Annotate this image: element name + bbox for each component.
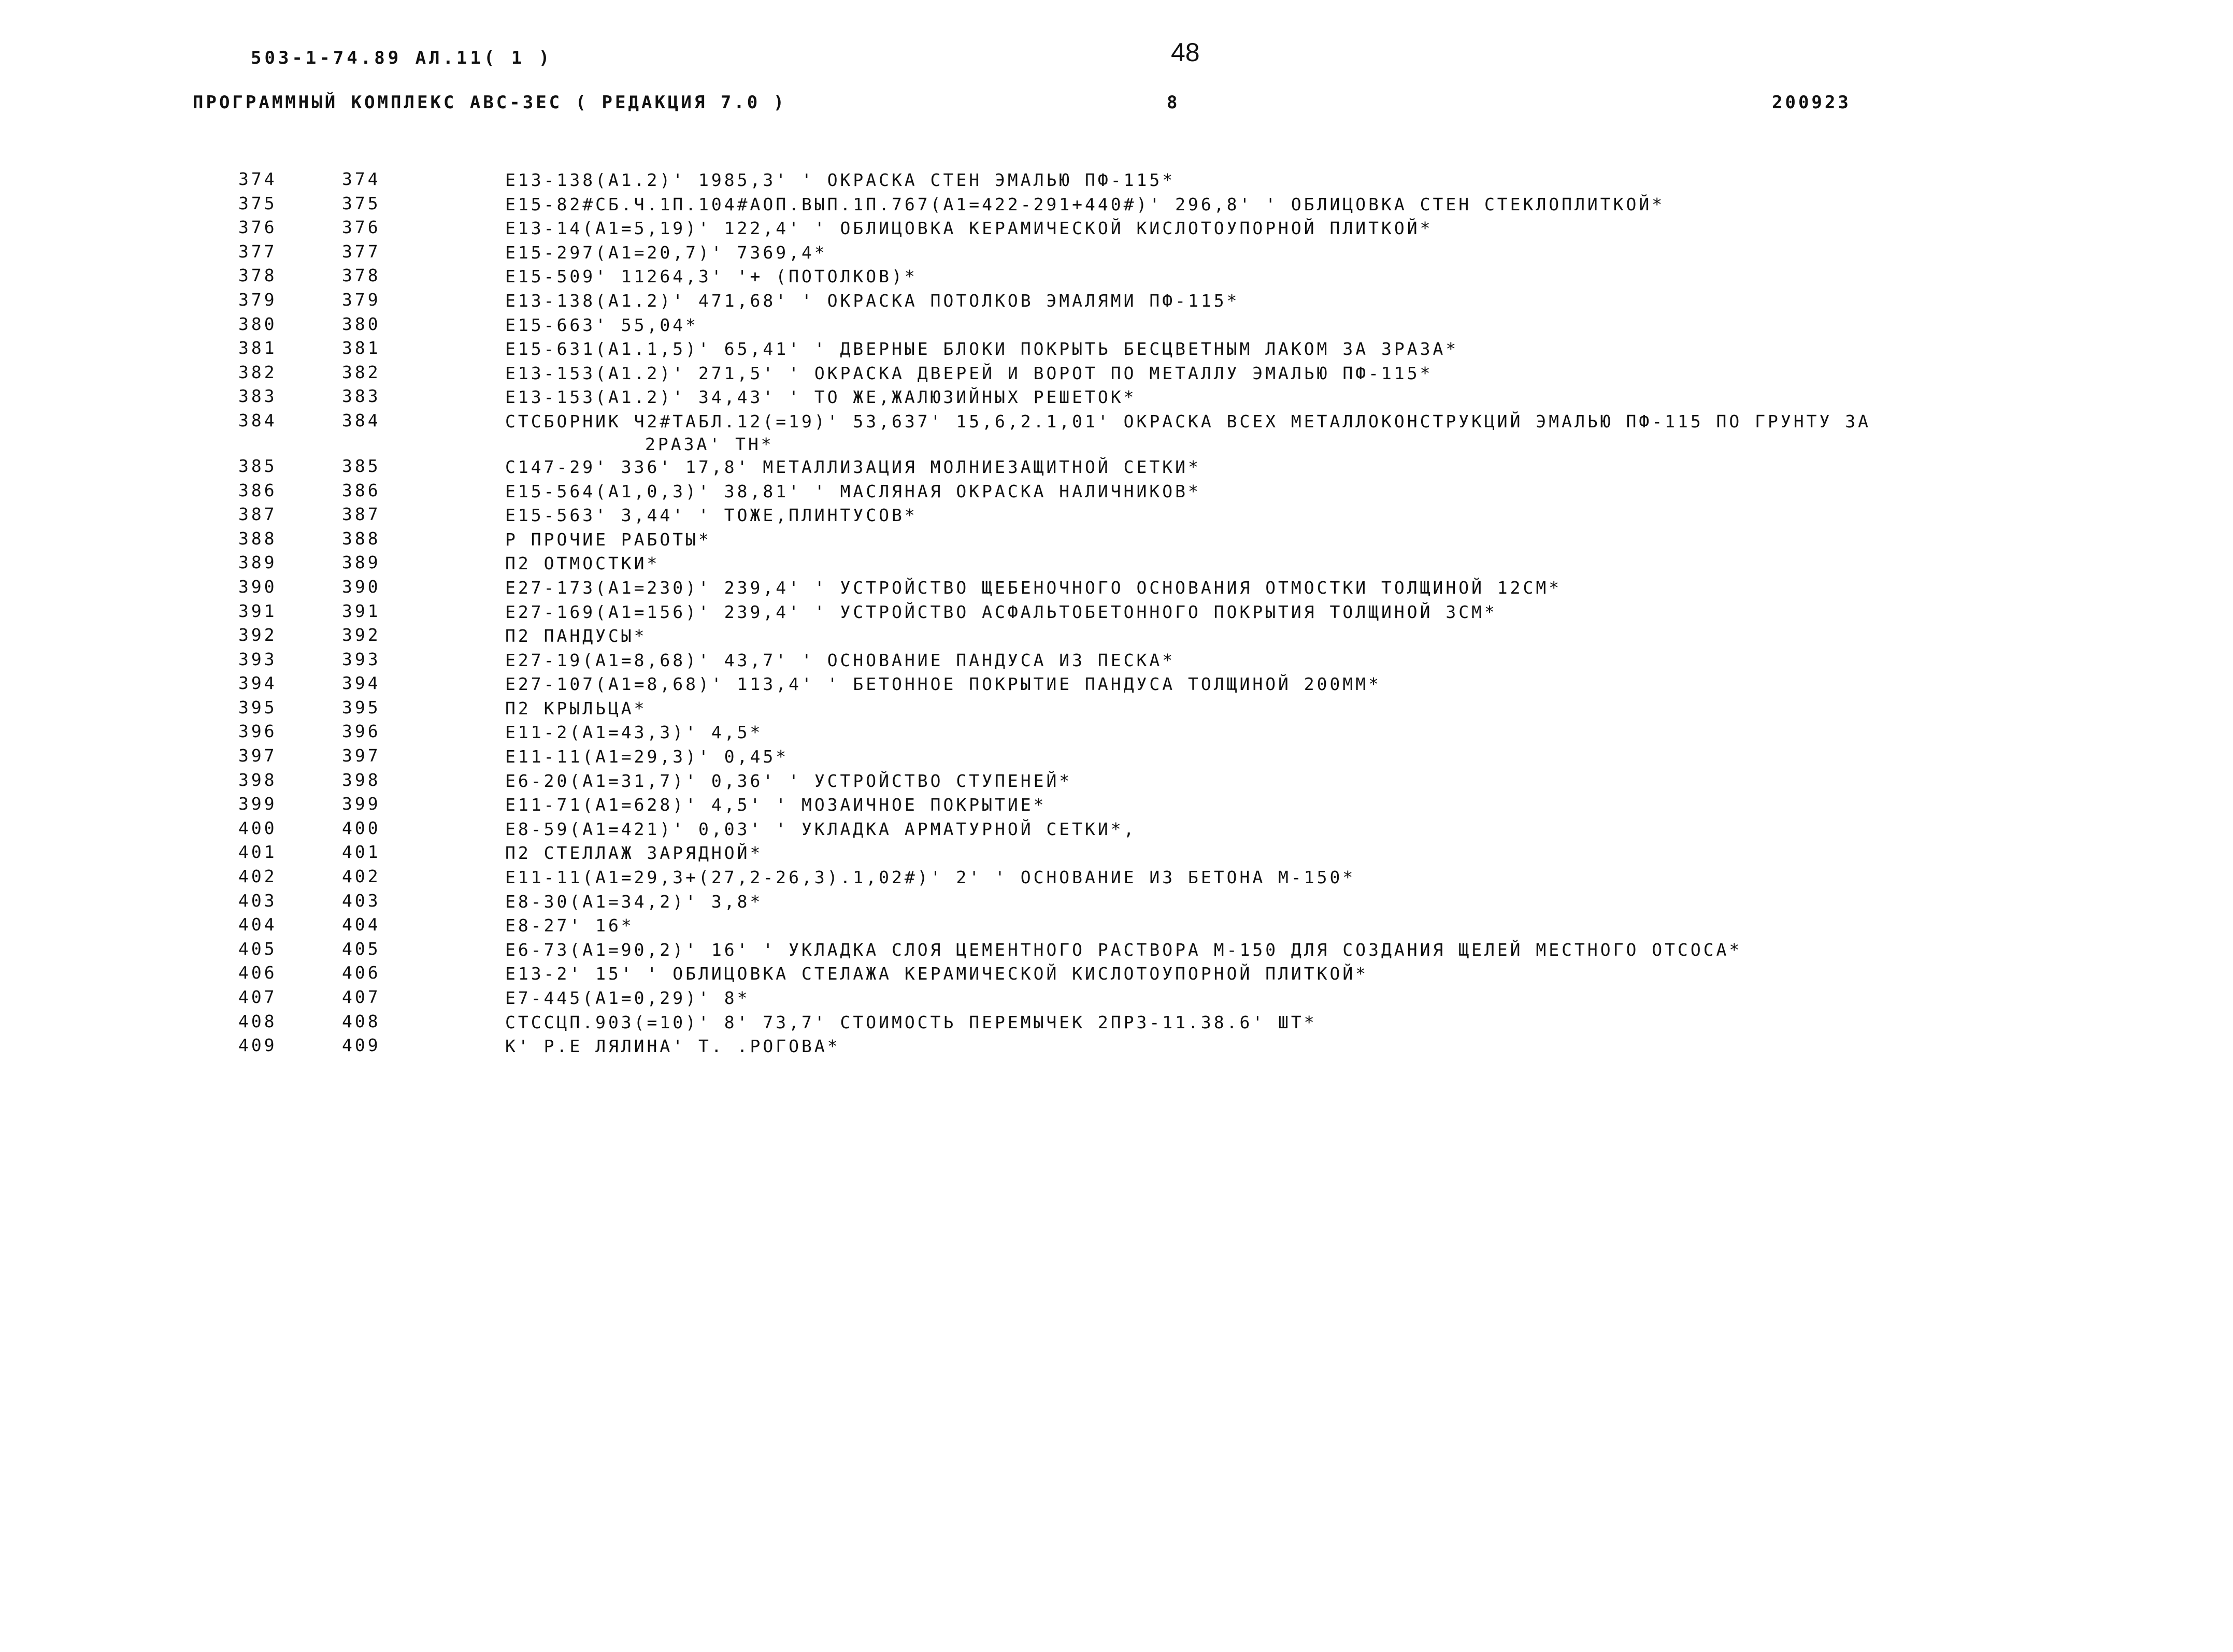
row-text	[505, 552, 2153, 575]
row-text	[505, 697, 2153, 720]
row-text	[505, 818, 2153, 841]
header-date: 200923	[1772, 92, 1851, 113]
row-text-line: Е15-297(А1=20,7)' 7369,4*	[505, 242, 827, 263]
program-header	[193, 92, 1861, 117]
listing-row	[238, 890, 2155, 915]
listing-row	[238, 290, 2155, 314]
listing-row	[238, 770, 2155, 794]
listing-row	[238, 721, 2155, 745]
row-text-line: Е13-153(А1.2)' 271,5' ' ОКРАСКА ДВЕРЕЙ И ВОРОТ ПО МЕТАЛЛУ ЭМАЛЬЮ ПФ-115*	[505, 363, 1433, 383]
row-number-duplicate: 403	[342, 890, 381, 911]
listing-row	[238, 625, 2155, 649]
row-number-duplicate: 386	[342, 480, 381, 500]
row-text-line: Е8-30(А1=34,2)' 3,8*	[505, 891, 763, 912]
row-text	[505, 866, 2153, 889]
row-number: 379	[238, 289, 277, 310]
row-text-line: П2 СТЕЛЛАЖ ЗАРЯДНОЙ*	[505, 843, 763, 864]
row-text-line: Е11-71(А1=628)' 4,5' ' МОЗАИЧНОЕ ПОКРЫТИЕ*	[505, 795, 1047, 815]
row-text-line: П2 КРЫЛЬЦА*	[505, 698, 647, 719]
listing-row	[238, 914, 2155, 939]
row-number: 406	[238, 963, 277, 983]
row-text-line: Е7-445(А1=0,29)' 8*	[505, 988, 750, 1008]
row-number-duplicate: 375	[342, 193, 381, 213]
row-text-line: Е27-107(А1=8,68)' 113,4' ' БЕТОННОЕ ПОКРЫТИЕ ПАНДУСА ТОЛЩИНОЙ 200ММ*	[505, 674, 1382, 695]
row-number-duplicate: 376	[342, 217, 381, 238]
sheet-number: 8	[1167, 92, 1180, 113]
row-text-line: Е11-11(А1=29,3+(27,2-26,3).1,02#)' 2' ' ОСНОВАНИЕ ИЗ БЕТОНА М-150*	[505, 867, 1356, 888]
listing-row	[238, 866, 2155, 890]
row-text	[505, 601, 2153, 624]
row-number: 386	[238, 480, 277, 500]
row-number-duplicate: 400	[342, 817, 381, 838]
row-number-duplicate: 409	[342, 1035, 381, 1056]
row-number: 396	[238, 721, 277, 742]
listing-row	[238, 818, 2155, 842]
row-text	[505, 625, 2153, 648]
row-text-line: Е15-563' 3,44' ' ТОЖЕ,ПЛИНТУСОВ*	[505, 505, 918, 526]
row-text	[505, 673, 2153, 696]
row-number: 374	[238, 169, 277, 189]
row-number: 381	[238, 338, 277, 358]
row-text	[505, 290, 2153, 312]
row-text	[505, 217, 2153, 240]
row-text-line: Е15-564(А1,0,3)' 38,81' ' МАСЛЯНАЯ ОКРАСКА НАЛИЧНИКОВ*	[505, 481, 1201, 501]
row-text-line: Е15-663' 55,04*	[505, 314, 699, 335]
row-number: 387	[238, 504, 277, 525]
listing-row	[238, 794, 2155, 818]
row-text-line: Е27-173(А1=230)' 239,4' ' УСТРОЙСТВО ЩЕБЕНОЧНОГО ОСНОВАНИЯ ОТМОСТКИ ТОЛЩИНОЙ 12СМ*	[505, 577, 1562, 598]
row-number: 375	[238, 193, 277, 213]
row-number: 377	[238, 241, 277, 262]
row-number: 383	[238, 386, 277, 407]
row-text	[505, 338, 2153, 361]
row-number: 385	[238, 455, 277, 476]
row-text-line: Р ПРОЧИЕ РАБОТЫ*	[505, 529, 711, 550]
row-text	[505, 745, 2153, 768]
row-text-line: Е13-138(А1.2)' 1985,3' ' ОКРАСКА СТЕН ЭМАЛЬЮ ПФ-115*	[505, 170, 1176, 190]
row-number-duplicate: 391	[342, 600, 381, 621]
row-text-line: С147-29' 336' 17,8' МЕТАЛЛИЗАЦИЯ МОЛНИЕЗАЩИТНОЙ СЕТКИ*	[505, 456, 1201, 477]
row-text	[505, 842, 2153, 865]
listing-row	[238, 193, 2155, 218]
row-text	[505, 169, 2153, 192]
row-number-duplicate: 392	[342, 625, 381, 645]
row-number: 376	[238, 217, 277, 238]
row-text	[505, 963, 2153, 985]
row-text-line: Е11-2(А1=43,3)' 4,5*	[505, 722, 763, 743]
row-number-duplicate: 402	[342, 866, 381, 887]
row-number: 388	[238, 528, 277, 549]
row-text	[505, 770, 2153, 793]
row-number: 384	[238, 410, 277, 430]
row-number-duplicate: 381	[342, 338, 381, 358]
row-text-line: Е15-509' 11264,3' '+ (ПОТОЛКОВ)*	[505, 266, 918, 287]
listing-row	[238, 410, 2155, 456]
row-number-duplicate: 408	[342, 1011, 381, 1031]
row-number-duplicate: 388	[342, 528, 381, 549]
listing-row	[238, 1035, 2155, 1059]
row-text-line: Е27-19(А1=8,68)' 43,7' ' ОСНОВАНИЕ ПАНДУСА ИЗ ПЕСКА*	[505, 650, 1176, 670]
row-number-duplicate: 404	[342, 914, 381, 935]
row-text-line: Е11-11(А1=29,3)' 0,45*	[505, 746, 789, 767]
listing-row	[238, 1011, 2155, 1036]
row-number-duplicate: 401	[342, 842, 381, 863]
row-number: 402	[238, 866, 277, 887]
row-number: 401	[238, 842, 277, 863]
row-text-line: Е6-73(А1=90,2)' 16' ' УКЛАДКА СЛОЯ ЦЕМЕНТНОГО РАСТВОРА М-150 ДЛЯ СОЗДАНИЯ ЩЕЛЕЙ МЕСТНОГО ОТСОСА*	[505, 939, 1742, 960]
row-text	[505, 456, 2153, 479]
row-text-line: Е15-82#СБ.Ч.1П.104#АОП.ВЫП.1П.767(А1=422-291+440#)' 296,8' ' ОБЛИЦОВКА СТЕН СТЕКЛОПЛИТКОЙ*	[505, 194, 1665, 214]
row-number-duplicate: 382	[342, 362, 381, 382]
row-number-duplicate: 377	[342, 241, 381, 262]
row-number: 397	[238, 745, 277, 766]
row-number-duplicate: 374	[342, 169, 381, 189]
row-text-line: Е8-27' 16*	[505, 915, 634, 936]
row-number-duplicate: 406	[342, 963, 381, 983]
row-number-duplicate: 389	[342, 552, 381, 573]
row-number-duplicate: 396	[342, 721, 381, 742]
listing-table	[238, 169, 2155, 1059]
row-number: 405	[238, 938, 277, 959]
row-text-line: Е13-2' 15' ' ОБЛИЦОВКА СТЕЛАЖА КЕРАМИЧЕСКОЙ КИСЛОТОУПОРНОЙ ПЛИТКОЙ*	[505, 964, 1369, 984]
row-number-duplicate: 405	[342, 938, 381, 959]
row-text-line: Е13-14(А1=5,19)' 122,4' ' ОБЛИЦОВКА КЕРАМИЧЕСКОЙ КИСЛОТОУПОРНОЙ ПЛИТКОЙ*	[505, 218, 1433, 239]
row-text	[505, 914, 2153, 937]
listing-row	[238, 338, 2155, 362]
listing-row	[238, 601, 2155, 625]
row-text	[505, 265, 2153, 288]
row-number: 382	[238, 362, 277, 382]
listing-row	[238, 217, 2155, 241]
page-number: 48	[1171, 38, 1200, 67]
row-number: 404	[238, 914, 277, 935]
listing-row	[238, 528, 2155, 553]
row-number: 389	[238, 552, 277, 573]
row-number-duplicate: 399	[342, 794, 381, 814]
row-text-line: П2 ОТМОСТКИ*	[505, 553, 660, 574]
row-text	[505, 410, 2153, 456]
listing-row	[238, 745, 2155, 770]
row-number-duplicate: 378	[342, 265, 381, 286]
row-number-duplicate: 407	[342, 987, 381, 1007]
row-number: 398	[238, 769, 277, 790]
row-text-line: Е6-20(А1=31,7)' 0,36' ' УСТРОЙСТВО СТУПЕНЕЙ*	[505, 770, 1072, 791]
listing-row	[238, 649, 2155, 673]
row-text	[505, 504, 2153, 527]
listing-row	[238, 314, 2155, 338]
row-text	[505, 362, 2153, 385]
listing-row	[238, 169, 2155, 193]
row-text-line: Е8-59(А1=421)' 0,03' ' УКЛАДКА АРМАТУРНОЙ СЕТКИ*,	[505, 818, 1137, 839]
row-text	[505, 794, 2153, 816]
row-number: 400	[238, 817, 277, 838]
listing-row	[238, 577, 2155, 601]
program-title: ПРОГРАММНЫЙ КОМПЛЕКС АВС-3ЕС ( РЕДАКЦИЯ 7.0 )	[193, 92, 787, 113]
row-text	[505, 649, 2153, 672]
row-text	[505, 480, 2153, 503]
row-number-duplicate: 394	[342, 673, 381, 694]
row-text	[505, 386, 2153, 409]
row-number: 380	[238, 313, 277, 334]
listing-row	[238, 939, 2155, 963]
listing-row	[238, 552, 2155, 577]
row-number: 392	[238, 625, 277, 645]
row-text-line: Е27-169(А1=156)' 239,4' ' УСТРОЙСТВО АСФАЛЬТОБЕТОННОГО ПОКРЫТИЯ ТОЛЩИНОЙ 3СМ*	[505, 601, 1497, 622]
row-text	[505, 890, 2153, 913]
row-number-duplicate: 398	[342, 769, 381, 790]
row-number-duplicate: 393	[342, 649, 381, 669]
row-text	[505, 939, 2153, 961]
row-text	[505, 577, 2153, 599]
row-text-line: Е15-631(А1.1,5)' 65,41' ' ДВЕРНЫЕ БЛОКИ ПОКРЫТЬ БЕСЦВЕТНЫМ ЛАКОМ ЗА 3РАЗА*	[505, 339, 1459, 360]
row-number-duplicate: 383	[342, 386, 381, 407]
document-code: 503-1-74.89 АЛ.11( 1 )	[251, 48, 553, 68]
row-text	[505, 193, 2153, 216]
row-number: 395	[238, 697, 277, 717]
row-number: 403	[238, 890, 277, 911]
row-text	[505, 1011, 2153, 1034]
row-text	[505, 314, 2153, 337]
row-number-duplicate: 395	[342, 697, 381, 717]
listing-row	[238, 673, 2155, 697]
row-text	[505, 528, 2153, 551]
row-text	[505, 721, 2153, 744]
row-number-duplicate: 385	[342, 455, 381, 476]
row-number: 393	[238, 649, 277, 669]
row-text	[505, 987, 2153, 1010]
row-number-duplicate: 397	[342, 745, 381, 766]
row-number-duplicate: 380	[342, 313, 381, 334]
row-text-line: Е13-138(А1.2)' 471,68' ' ОКРАСКА ПОТОЛКОВ ЭМАЛЯМИ ПФ-115*	[505, 290, 1240, 311]
listing-row	[238, 697, 2155, 722]
listing-row	[238, 456, 2155, 480]
listing-row	[238, 265, 2155, 290]
row-text-line: П2 ПАНДУСЫ*	[505, 626, 647, 647]
row-number: 409	[238, 1035, 277, 1056]
row-number: 390	[238, 576, 277, 597]
row-number: 399	[238, 794, 277, 814]
row-number-duplicate: 384	[342, 410, 381, 430]
listing-row	[238, 987, 2155, 1011]
row-text	[505, 1035, 2153, 1058]
listing-row	[238, 480, 2155, 505]
listing-row	[238, 362, 2155, 386]
row-text-continuation: 2РАЗА' ТН*	[645, 434, 774, 454]
row-text-line: СТССЦП.903(=10)' 8' 73,7' СТОИМОСТЬ ПЕРЕМЫЧЕК 2ПР3-11.38.6' ШТ*	[505, 1012, 1317, 1032]
listing-row	[238, 386, 2155, 410]
row-text	[505, 241, 2153, 264]
row-text-line: К' Р.Е ЛЯЛИНА' Т. .РОГОВА*	[505, 1036, 840, 1057]
row-number-duplicate: 390	[342, 576, 381, 597]
listing-row	[238, 963, 2155, 987]
listing-row	[238, 241, 2155, 266]
row-number: 394	[238, 673, 277, 694]
row-number: 378	[238, 265, 277, 286]
row-number: 391	[238, 600, 277, 621]
row-text-line: СТСБОРНИК Ч2#ТАБЛ.12(=19)' 53,637' 15,6,2.1,01' ОКРАСКА ВСЕХ МЕТАЛЛОКОНСТРУКЦИЙ ЭМАЛЬЮ ПФ-115 ПО ГРУНТУ ЗА	[505, 411, 1871, 432]
row-number: 407	[238, 987, 277, 1007]
row-number: 408	[238, 1011, 277, 1031]
listing-row	[238, 842, 2155, 866]
row-text-line: Е13-153(А1.2)' 34,43' ' ТО ЖЕ,ЖАЛЮЗИЙНЫХ РЕШЕТОК*	[505, 387, 1137, 408]
listing-row	[238, 504, 2155, 528]
row-number-duplicate: 379	[342, 289, 381, 310]
row-number-duplicate: 387	[342, 504, 381, 525]
